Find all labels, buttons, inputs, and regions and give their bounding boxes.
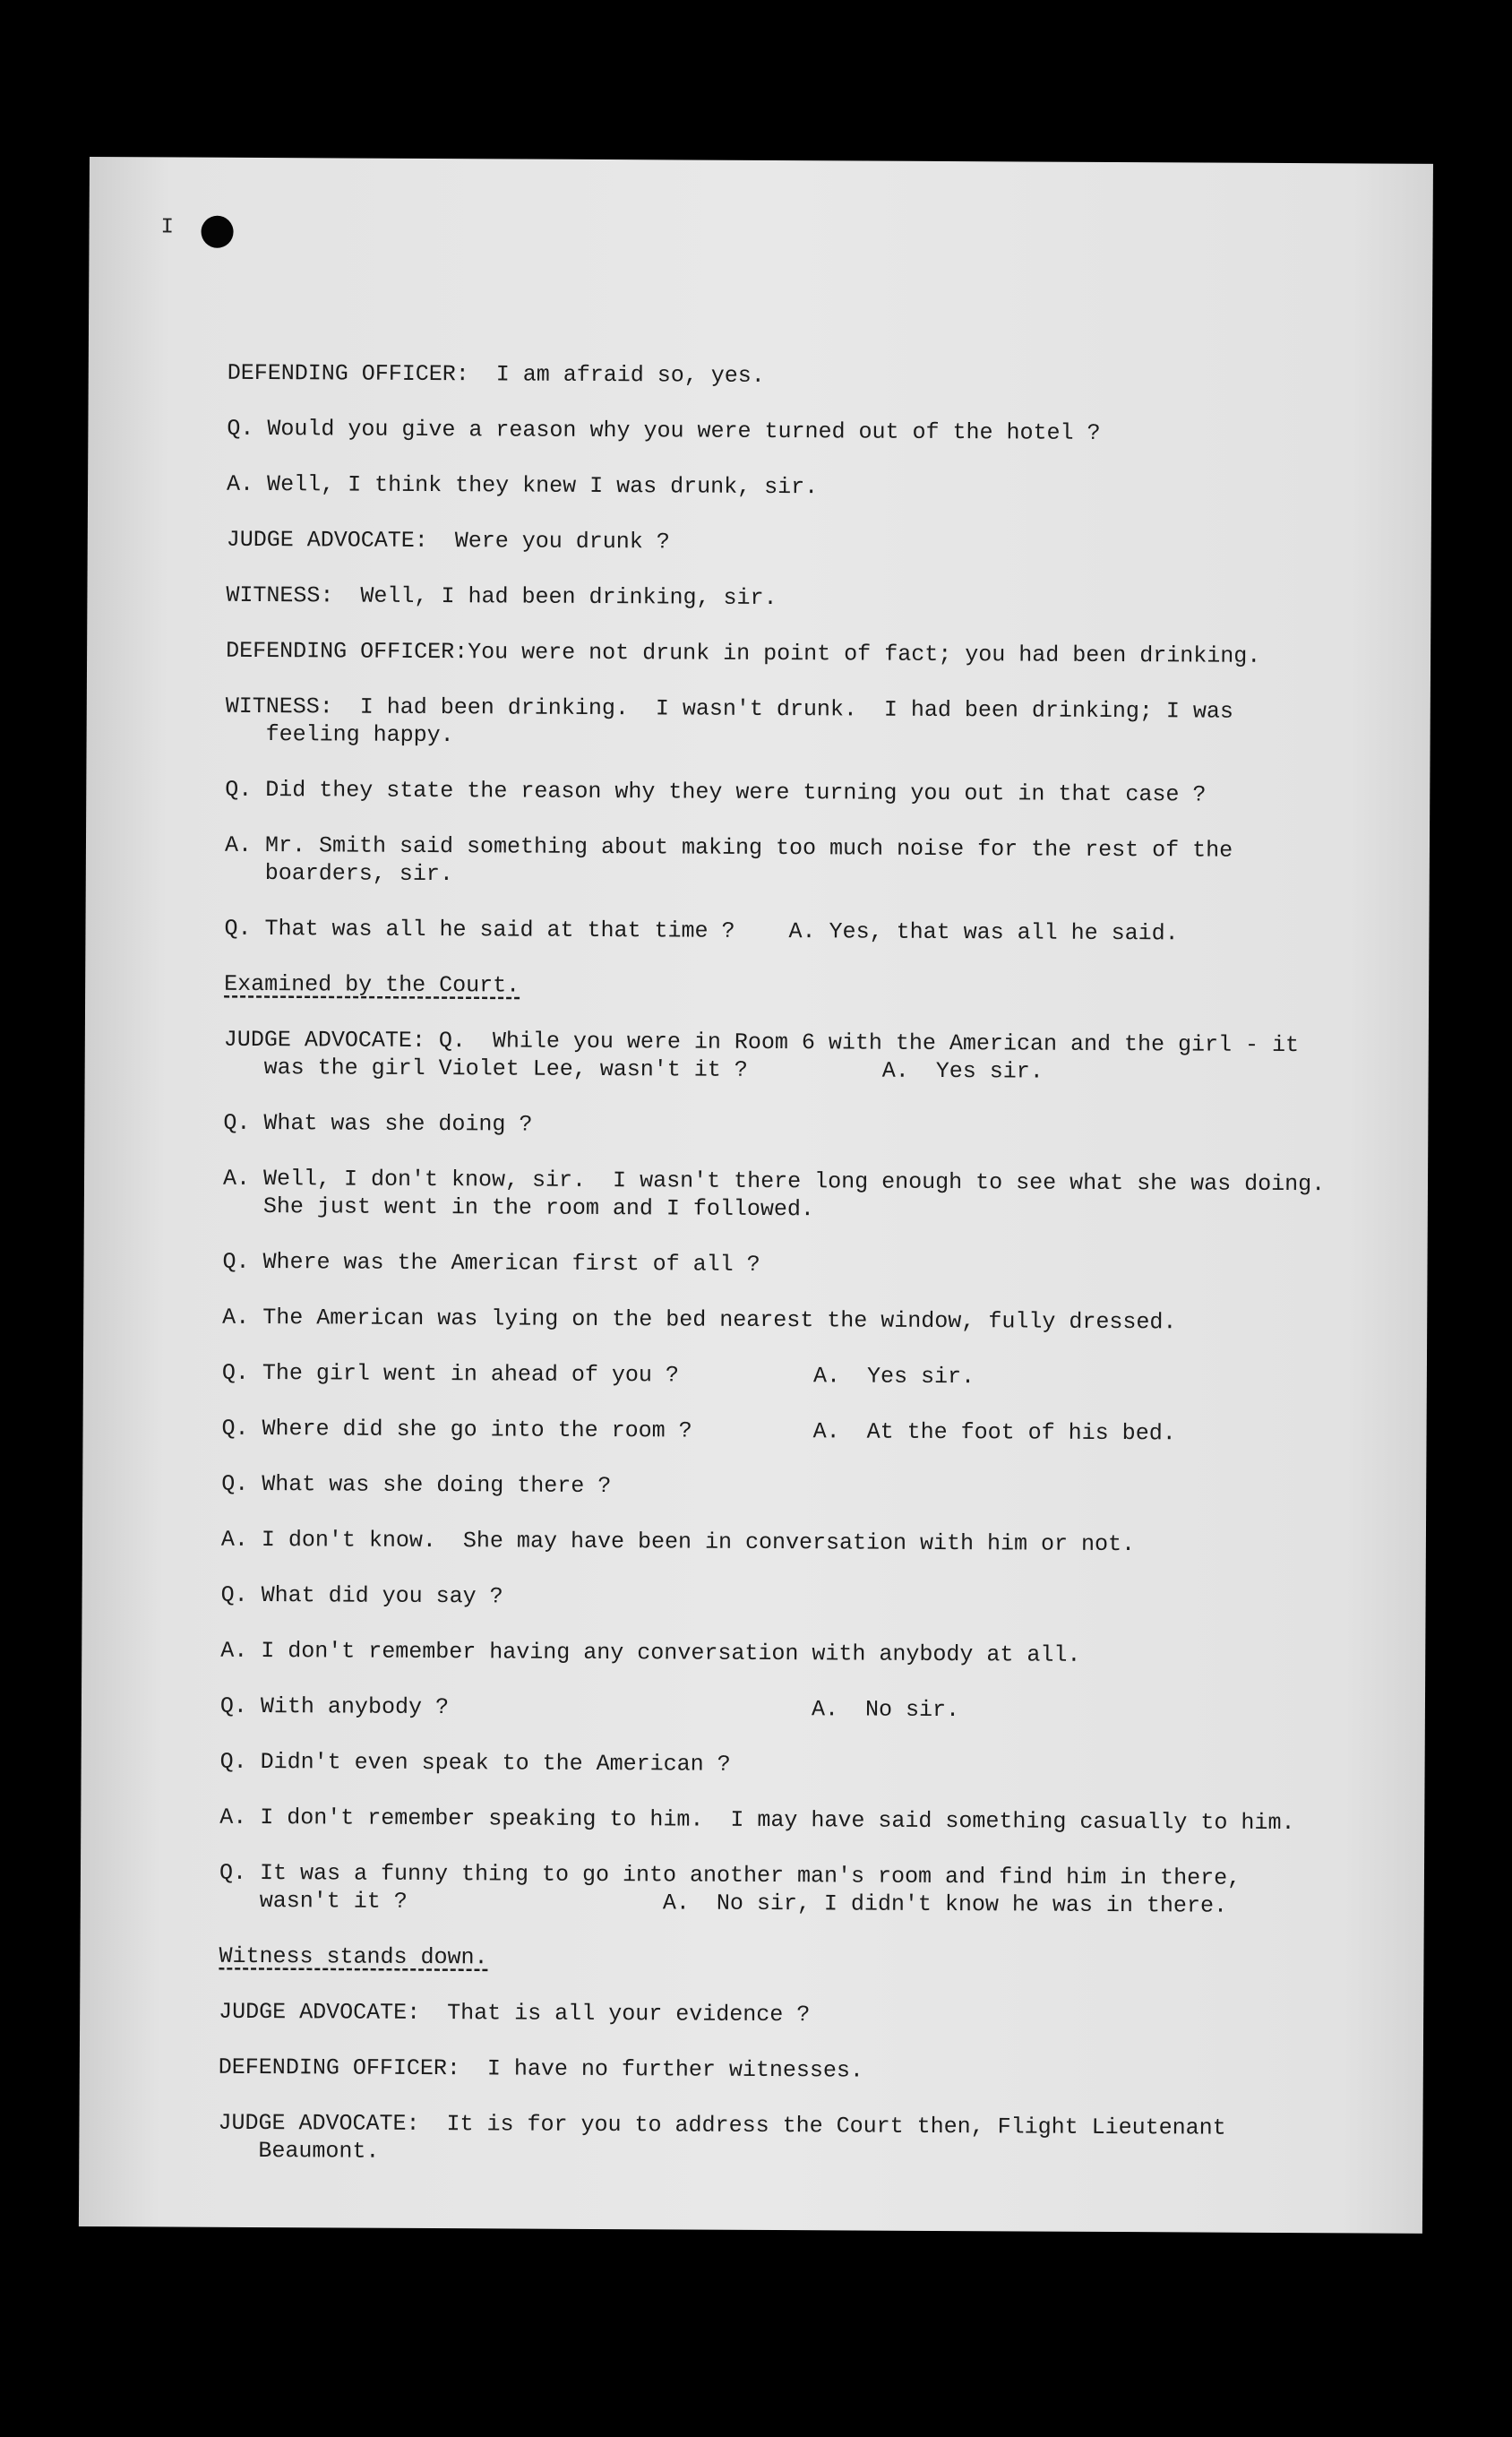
section-heading: Examined by the Court.	[224, 970, 520, 999]
transcript-line: A. I don't remember speaking to him. I may have said something casually to him.	[219, 1804, 1295, 1837]
transcript-line: Q. What was she doing there ?	[221, 1470, 612, 1500]
transcript-line: DEFENDING OFFICER:You were not drunk in point of fact; you had been drinking.	[226, 637, 1261, 669]
transcript-line: A. The American was lying on the bed nearest the window, fully dressed.	[222, 1304, 1177, 1336]
transcript-line: Q. The girl went in ahead of you ? A. Yes sir.	[221, 1359, 975, 1391]
section-heading: Witness stands down.	[219, 1942, 488, 1971]
transcript-line: JUDGE ADVOCATE: That is all your evidence ?	[219, 1998, 811, 2028]
transcript-line: WITNESS: I had been drinking. I wasn't drunk. I had been drinking; I was feeling happy.	[225, 693, 1234, 749]
transcript-line: Q. Didn't even speak to the American ?	[219, 1748, 731, 1778]
transcript-line: JUDGE ADVOCATE: Were you drunk ?	[226, 526, 670, 555]
transcript-line: A. I don't know. She may have been in conversation with him or not.	[220, 1526, 1136, 1558]
transcript-line: Q. Where did she go into the room ? A. At the foot of his bed.	[221, 1415, 1176, 1447]
margin-mark: I	[160, 215, 175, 240]
transcript-line: JUDGE ADVOCATE: Q. While you were in Room 6 with the American and the girl - it was the girl Violet Lee, wasn't it ? A. Yes sir.	[223, 1026, 1300, 1085]
transcript-line: Q. It was a funny thing to go into another man's room and find him in there, wasn't it ? A. No sir, I didn't know he was in there.	[219, 1859, 1241, 1919]
document-page	[79, 157, 1433, 2234]
transcript-line: A. Well, I think they knew I was drunk, sir.	[227, 470, 819, 501]
transcript-line: A. Well, I don't know, sir. I wasn't there long enough to see what she was doing. She just went in the room and I followed.	[222, 1165, 1326, 1223]
transcript-line: Q. Would you give a reason why you were turned out of the hotel ?	[227, 415, 1101, 446]
transcript-line: JUDGE ADVOCATE: It is for you to address the Court then, Flight Lieutenant Beaumont.	[218, 2109, 1226, 2165]
transcript-line: Q. Where was the American first of all ?	[222, 1248, 760, 1278]
transcript-line: Q. Did they state the reason why they were turning you out in that case ?	[225, 776, 1207, 808]
transcript-line: Q. What did you say ?	[220, 1581, 503, 1610]
transcript-line: A. I don't remember having any conversation with anybody at all.	[220, 1637, 1081, 1668]
transcript-line: Q. With anybody ? A. No sir.	[219, 1692, 960, 1724]
transcript-line: DEFENDING OFFICER: I have no further witnesses.	[218, 2054, 864, 2084]
transcript-line: DEFENDING OFFICER: I am afraid so, yes.	[227, 359, 765, 389]
transcript-body	[218, 359, 1419, 2165]
transcript-line: WITNESS: Well, I had been drinking, sir.	[226, 581, 777, 612]
transcript-line: A. Mr. Smith said something about making too much noise for the rest of the boarders, sir.	[224, 831, 1233, 888]
transcript-line: Q. That was all he said at that time ? A. Yes, that was all he said.	[224, 915, 1179, 947]
punch-hole	[201, 216, 233, 248]
transcript-line: Q. What was she doing ?	[223, 1109, 533, 1138]
